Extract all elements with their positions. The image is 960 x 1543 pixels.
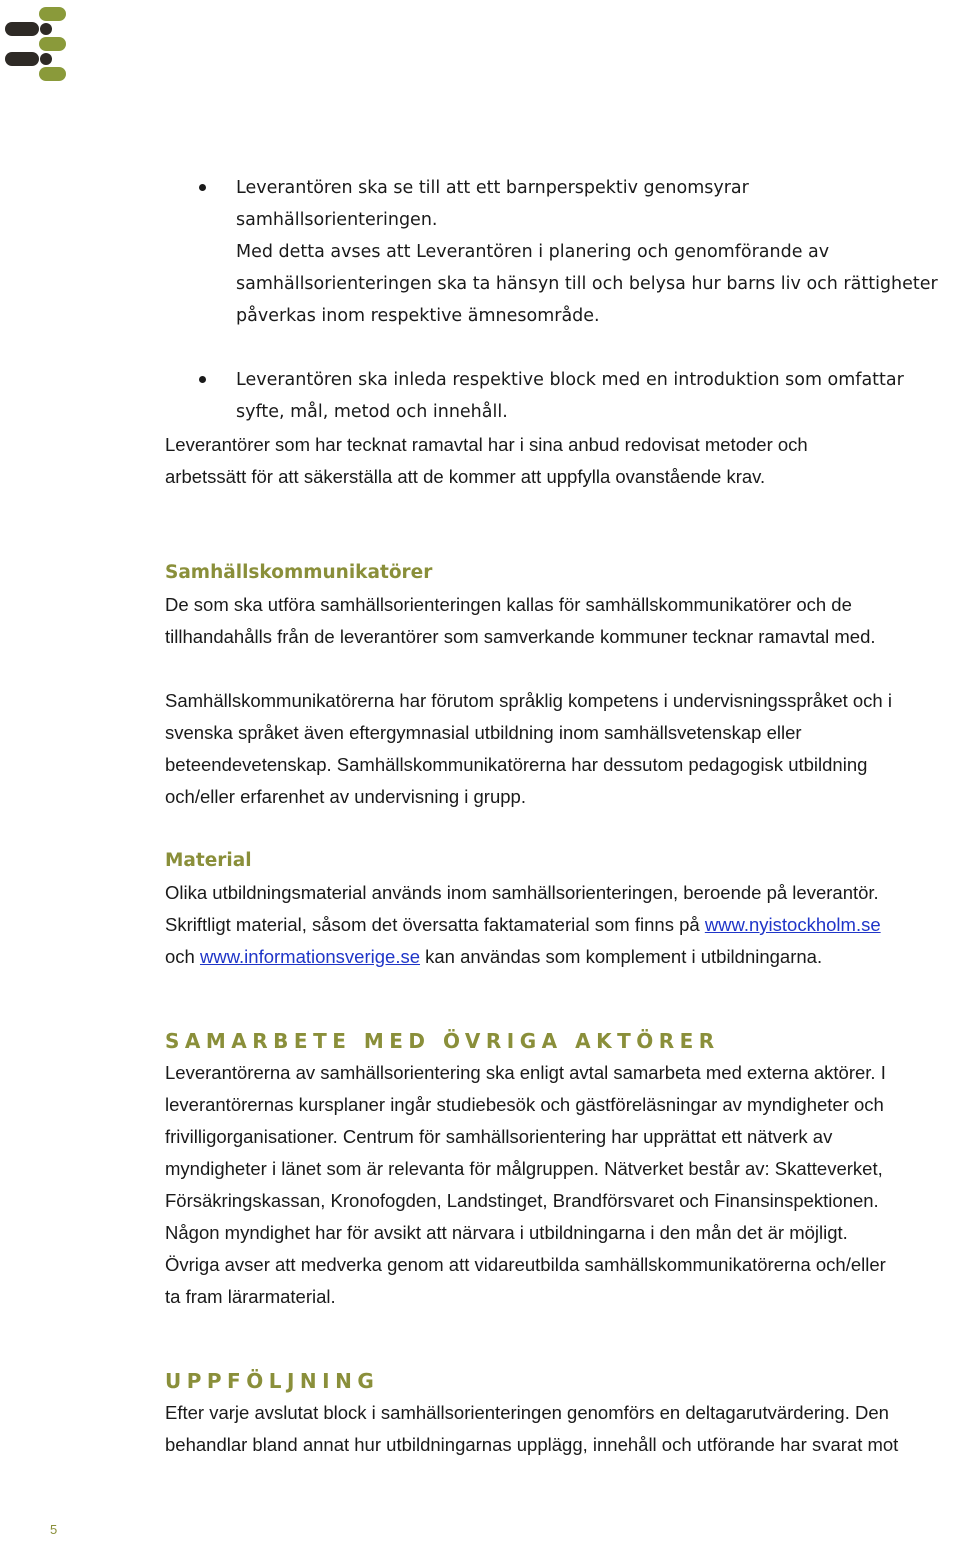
bullet-list <box>190 172 950 428</box>
section-paragraph: Samhällskommunikatörerna har förutom språklig kompetens i undervisningsspråket och i svenska språket även eftergymnasial utbildning inom samhällsvetenskap eller beteendevetenskap. Samhällskommunikatörerna har dessutom pedagogisk utbildning och/eller erfarenhet av undervisning i grupp. <box>165 690 892 807</box>
list-item <box>190 364 950 428</box>
paragraph-text: kan användas som komplement i utbildningarna. <box>420 946 823 967</box>
section-heading: Material <box>165 850 252 871</box>
section-uppfoljning <box>165 1365 955 1461</box>
bullet-icon <box>199 376 206 383</box>
bullet-icon <box>199 184 206 191</box>
paragraph-text: Olika utbildningsmaterial används inom samhällsorienteringen, beroende på leverantör. Skriftligt material, såsom det översatta faktamaterial som finns på <box>165 882 879 935</box>
bullet-text: Leverantören ska se till att ett barnperspektiv genomsyrar samhällsorienteringen. Med detta avses att Leverantören i planering och genomförande av samhällsorienteringen ska ta hänsyn till och belysa hur barns liv och rättigheter påverkas inom respektive ämnesområde. <box>236 178 938 326</box>
paragraph-text: och <box>165 946 195 967</box>
list-item <box>190 172 950 332</box>
section-paragraph: Efter varje avslutat block i samhällsorienteringen genomförs en deltagarutvärdering. Den behandlar bland annat hur utbildningarnas upplägg, innehåll och utförande har svarat mot <box>165 1402 899 1455</box>
section-samarbete <box>165 1025 955 1313</box>
intro-section <box>165 429 955 493</box>
section-samhallskommunikatorer <box>165 557 955 813</box>
section-heading: SAMARBETE MED ÖVRIGA AKTÖRER <box>165 1029 720 1053</box>
page-number: 5 <box>50 1522 58 1537</box>
section-paragraph: De som ska utföra samhällsorienteringen kallas för samhällskommunikatörer och de tillhandahålls från de leverantörer som samverkande kommuner tecknar ramavtal med. <box>165 594 876 647</box>
intro-paragraph: Leverantörer som har tecknat ramavtal har i sina anbud redovisat metoder och arbetssätt för att säkerställa att de kommer att uppfylla ovanstående krav. <box>165 434 808 487</box>
section-paragraph: Leverantörerna av samhällsorientering ska enligt avtal samarbeta med externa aktörer. I leverantörernas kursplaner ingår studiebesök och gästföreläsningar av myndigheter och frivilligorganisationer. Centrum för samhällsorientering har upprättat ett nätverk av myndigheter i länet som är relevanta för målgruppen. Nätverket består av: Skatteverket, Försäkringskassan, Kronofogden, Landstinget, Brandförsvaret och Finansinspektionen. Någon myndighet har för avsikt att närvara i utbildningarna i den mån det är möjligt. Övriga avser att medverka genom att vidareutbilda samhällskommunikatörerna och/eller ta fram lärarmaterial. <box>165 1062 886 1307</box>
section-material <box>165 845 955 973</box>
link-nyistockholm[interactable]: www.nyistockholm.se <box>704 914 881 935</box>
logo-icon <box>2 4 68 84</box>
section-heading: Samhällskommunikatörer <box>165 562 433 583</box>
link-informationsverige[interactable]: www.informationsverige.se <box>199 946 420 967</box>
bullet-text: Leverantören ska inleda respektive block med en introduktion som omfattar syfte, mål, metod och innehåll. <box>236 370 904 422</box>
section-paragraph <box>165 877 955 973</box>
section-heading: UPPFÖLJNING <box>165 1369 380 1393</box>
